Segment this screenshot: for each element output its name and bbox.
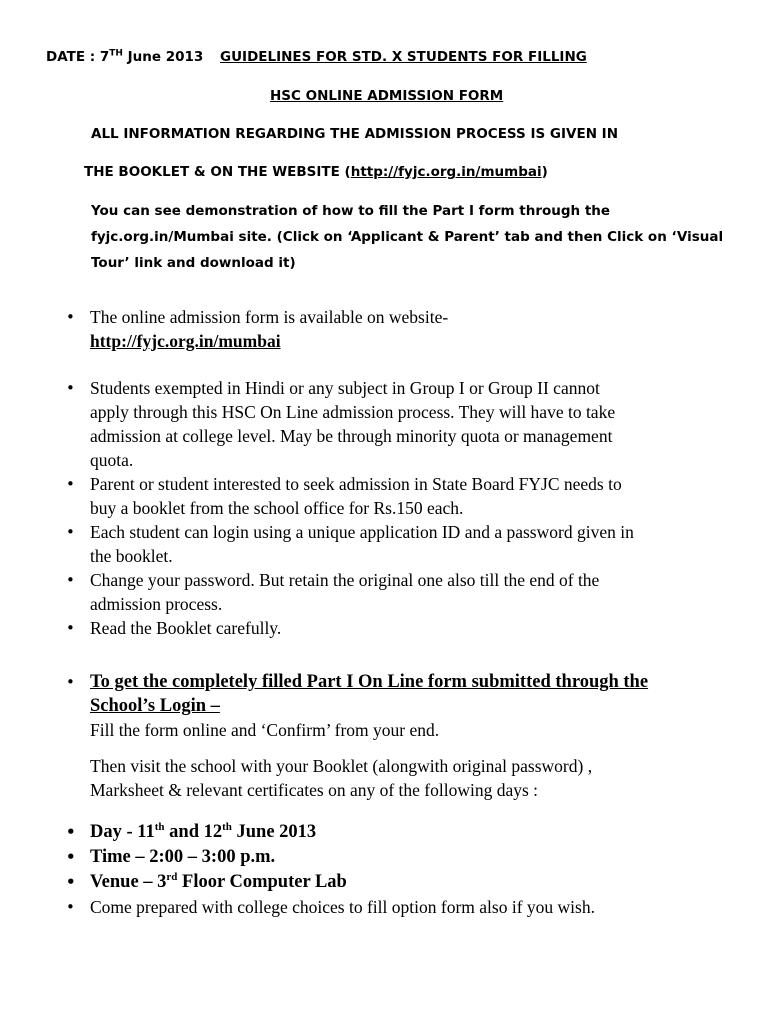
bullet-line: admission at college level. May be through minority quota or management [90, 426, 613, 446]
list-item [60, 520, 634, 568]
submission-para-1: Fill the form online and ‘Confirm’ from your end. [90, 720, 440, 740]
info-line-2-suffix: ) [541, 164, 548, 180]
bullet-line: • Parent or student interested to seek admission in State Board FYJC needs to [90, 474, 622, 494]
list-item [60, 472, 634, 520]
website-link[interactable]: http://fyjc.org.in/mumbai [90, 331, 281, 351]
info-line-2 [84, 164, 548, 180]
demo-line-1: You can see demonstration of how to fill the Part I form through the [91, 203, 611, 219]
schedule-note [60, 895, 595, 919]
day-mid: and 12 [164, 822, 223, 842]
bullet-line: • Students exempted in Hindi or any subject in Group I or Group II cannot [90, 378, 600, 398]
list-item [60, 568, 634, 616]
guideline-bullet-list [60, 376, 634, 640]
time-text: Time – 2:00 – 3:00 p.m. [90, 847, 276, 867]
venue-superscript: rd [166, 870, 178, 883]
date-rest: June 2013 [122, 49, 204, 65]
bullet-line: apply through this HSC On Line admission process. They will have to take [90, 402, 616, 422]
bullet-line: buy a booklet from the school office for Rs.150 each. [90, 498, 464, 518]
bullet-line: admission process. [90, 594, 223, 614]
bullet-line: • Each student can login using a unique application ID and a password given in [90, 522, 634, 542]
submission-para-2-line-1: Then visit the school with your Booklet (alongwith original password) , [90, 756, 593, 776]
venue-suffix: Floor Computer Lab [177, 872, 347, 892]
demo-line-3: Tour’ link and download it) [91, 255, 296, 271]
schedule-day [60, 820, 595, 845]
website-text: • The online admission form is available on website- [90, 307, 449, 327]
schedule-bullet-list [60, 820, 595, 919]
title-line-2: HSC ONLINE ADMISSION FORM [270, 88, 504, 104]
submission-bullet-list [60, 670, 648, 802]
day-prefix: Day - 11 [90, 822, 155, 842]
bullet-line: quota. [90, 450, 134, 470]
day-suffix: June 2013 [231, 822, 317, 842]
date-line [46, 49, 203, 65]
website-bullet-list [60, 305, 448, 353]
submission-heading-line-1: • To get the completely filled Part I On Line form submitted through the [90, 672, 649, 692]
demo-line-2: fyjc.org.in/Mumbai site. (Click on ‘Applicant & Parent’ tab and then Click on ‘Visual [91, 229, 724, 245]
date-superscript: TH [109, 48, 123, 59]
submission-para-2-line-2: Marksheet & relevant certificates on any of the following days : [90, 780, 539, 800]
list-item [60, 670, 648, 802]
bullet-line: • Change your password. But retain the original one also till the end of the [90, 570, 600, 590]
day-superscript-1: th [154, 820, 165, 833]
bullet-line: • Read the Booklet carefully. [90, 618, 282, 638]
schedule-venue [60, 870, 595, 895]
date-label: DATE : 7 [46, 49, 110, 65]
note-text: Come prepared with college choices to fill option form also if you wish. [90, 897, 595, 917]
submission-heading-line-2: School’s Login – [90, 696, 220, 716]
list-item [60, 376, 634, 472]
schedule-time [60, 845, 595, 870]
info-line-1: ALL INFORMATION REGARDING THE ADMISSION PROCESS IS GIVEN IN [91, 126, 619, 142]
day-superscript-2: th [222, 820, 232, 833]
list-item [60, 616, 634, 640]
bullet-line: the booklet. [90, 546, 173, 566]
website-link-header[interactable]: http://fyjc.org.in/mumbai [350, 164, 542, 180]
list-item [60, 305, 448, 353]
info-line-2-prefix: THE BOOKLET & ON THE WEBSITE ( [84, 164, 351, 180]
title-line-1: GUIDELINES FOR STD. X STUDENTS FOR FILLING [220, 49, 587, 65]
venue-prefix: Venue – 3 [90, 872, 167, 892]
